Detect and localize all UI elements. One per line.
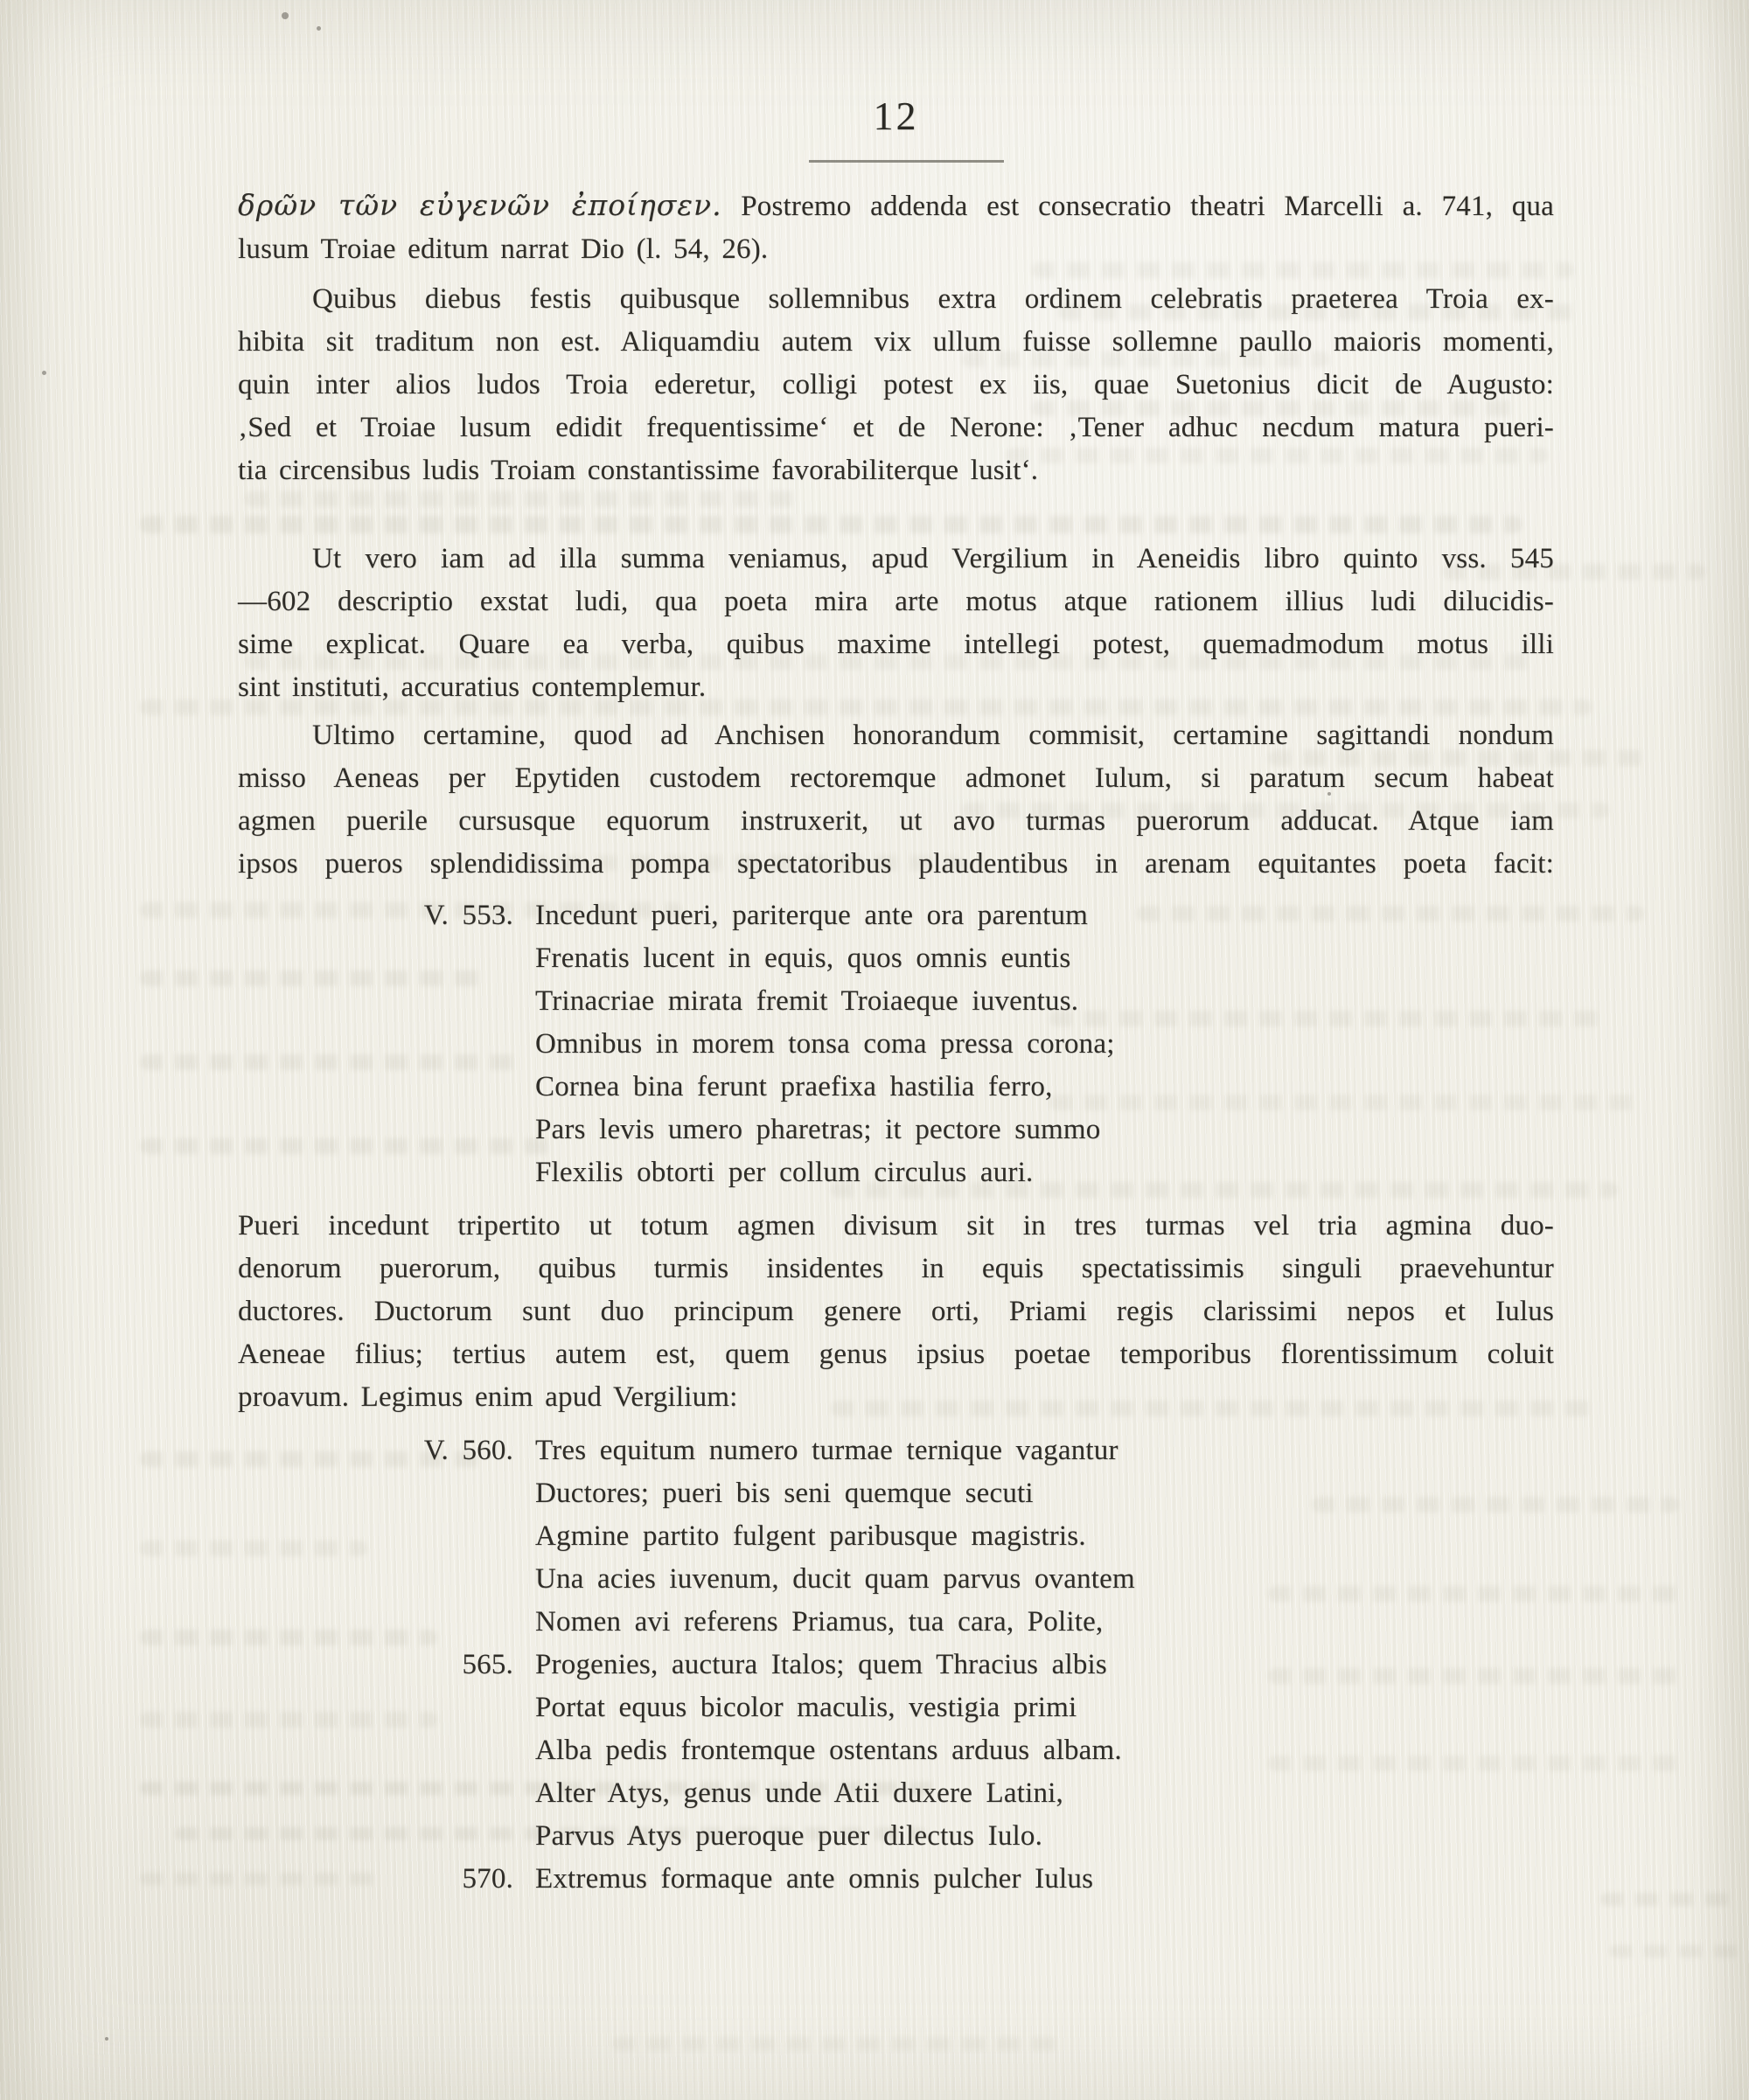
verse-number: V. 553. — [423, 900, 513, 931]
verse-line: Pars levis umero pharetras; it pectore summo — [535, 1114, 1101, 1145]
verse-line: Cornea bina ferunt praefixa hastilia ferro, — [535, 1071, 1053, 1102]
verse-line: Flexilis obtorti per collum circulus auri. — [535, 1157, 1034, 1188]
text-line: ductores. Ductorum sunt duo principum genere orti, Priami regis clarissimi nepos et Iulus — [238, 1296, 1554, 1327]
verse-line: Portat equus bicolor maculis, vestigia primi — [535, 1692, 1077, 1723]
verse-number: 565. — [462, 1649, 513, 1680]
ink-bleed-stripe — [1600, 1893, 1740, 1906]
scan-speck — [282, 12, 289, 19]
text-line: ipsos pueros splendidissima pompa spectatoribus plaudentibus in arenam equitantes poeta facit: — [238, 848, 1554, 880]
verse-line: Alba pedis frontemque ostentans arduus albam. — [535, 1735, 1122, 1766]
text-line: hibita sit traditum non est. Aliquamdiu autem vix ullum fuisse sollemne paullo maioris momenti, — [238, 326, 1554, 358]
verse-line: Ductores; pueri bis seni quemque secuti — [535, 1478, 1034, 1509]
text-line: proavum. Legimus enim apud Vergilium: — [238, 1381, 738, 1413]
page-number-rule — [809, 160, 1004, 163]
ink-bleed-stripe — [612, 2037, 1067, 2051]
text-line: quin inter alios ludos Troia ederetur, colligi potest ex iis, quae Suetonius dicit de Augusto: — [238, 369, 1554, 400]
text-line: Aeneae filius; tertius autem est, quem genus ipsius poetae temporibus florentissimum coluit — [238, 1339, 1554, 1370]
verse-line: Trinacriae mirata fremit Troiaeque iuventus. — [535, 985, 1079, 1017]
verse-line: Parvus Atys pueroque puer dilectus Iulo. — [535, 1820, 1043, 1852]
verse-line: Alter Atys, genus unde Atii duxere Latini, — [535, 1777, 1063, 1809]
verse-line: V. 560. Tres equitum numero turmae ternique vagantur — [238, 1429, 1554, 1472]
verse-line: 565. Progenies, auctura Italos; quem Thracius albis — [238, 1644, 1554, 1686]
verse-line: Agmine partito fulgent paribusque magistris. — [535, 1520, 1086, 1552]
text-line: Ut vero iam ad illa summa veniamus, apud Vergilium in Aeneidis libro quinto vss. 545 — [312, 543, 1554, 574]
text-line: denorum puerorum, quibus turmis insidentes in equis spectatissimis singuli praevehuntur — [238, 1253, 1554, 1284]
text-block — [238, 184, 1554, 1901]
ink-bleed-stripe — [1609, 1945, 1740, 1957]
verse-line: V. 553. Incedunt pueri, pariterque ante ora parentum — [238, 894, 1554, 937]
verse-line: 570. Extremus formaque ante omnis pulcher Iulus — [238, 1858, 1554, 1901]
text-line: Ultimo certamine, quod ad Anchisen honorandum commisit, certamine sagittandi nondum — [312, 720, 1554, 751]
verse-line: Una acies iuvenum, ducit quam parvus ovantem — [535, 1563, 1135, 1595]
scan-speck — [105, 2037, 108, 2041]
verse-line: Frenatis lucent in equis, quos omnis euntis — [535, 942, 1071, 974]
text-line: —602 descriptio exstat ludi, qua poeta mira arte motus atque rationem illius ludi dilucidis- — [238, 586, 1554, 617]
verse-number: 570. — [462, 1863, 513, 1895]
text-line: misso Aeneas per Epytiden custodem rectoremque admonet Iulum, si paratum secum habeat — [238, 762, 1554, 794]
verse-number: V. 560. — [423, 1435, 513, 1466]
page-number: 12 — [873, 94, 919, 138]
verse-line: Nomen avi referens Priamus, tua cara, Polite, — [535, 1606, 1104, 1638]
scan-speck — [317, 26, 321, 31]
scan-speck — [42, 371, 46, 375]
text-line: ‚Sed et Troiae lusum edidit frequentissime‘ et de Nerone: ‚Tener adhuc necdum matura pueri- — [238, 412, 1554, 443]
text-line: sint instituti, accuratius contemplemur. — [238, 671, 707, 703]
text-line: δρῶν τῶν εὐγενῶν ἐποίησεν. Postremo addenda est consecratio theatri Marcelli a. 741, qua — [238, 188, 1554, 222]
text-line: lusum Troiae editum narrat Dio (l. 54, 26). — [238, 233, 769, 265]
text-line: tia circensibus ludis Troiam constantissime favorabiliterque lusit‘. — [238, 455, 1039, 486]
text-line: sime explicat. Quare ea verba, quibus maxime intellegi potest, quemadmodum motus illi — [238, 629, 1554, 660]
text-line: agmen puerile cursusque equorum instruxerit, ut avo turmas puerorum adducat. Atque iam — [238, 805, 1554, 837]
text-line: Quibus diebus festis quibusque sollemnibus extra ordinem celebratis praeterea Troia ex- — [312, 283, 1554, 315]
greek-phrase: δρῶν τῶν εὐγενῶν ἐποίησεν. — [238, 188, 722, 222]
verse-line: Omnibus in morem tonsa coma pressa corona; — [535, 1028, 1115, 1060]
text-line: Pueri incedunt tripertito ut totum agmen divisum sit in tres turmas vel tria agmina duo- — [238, 1210, 1554, 1241]
